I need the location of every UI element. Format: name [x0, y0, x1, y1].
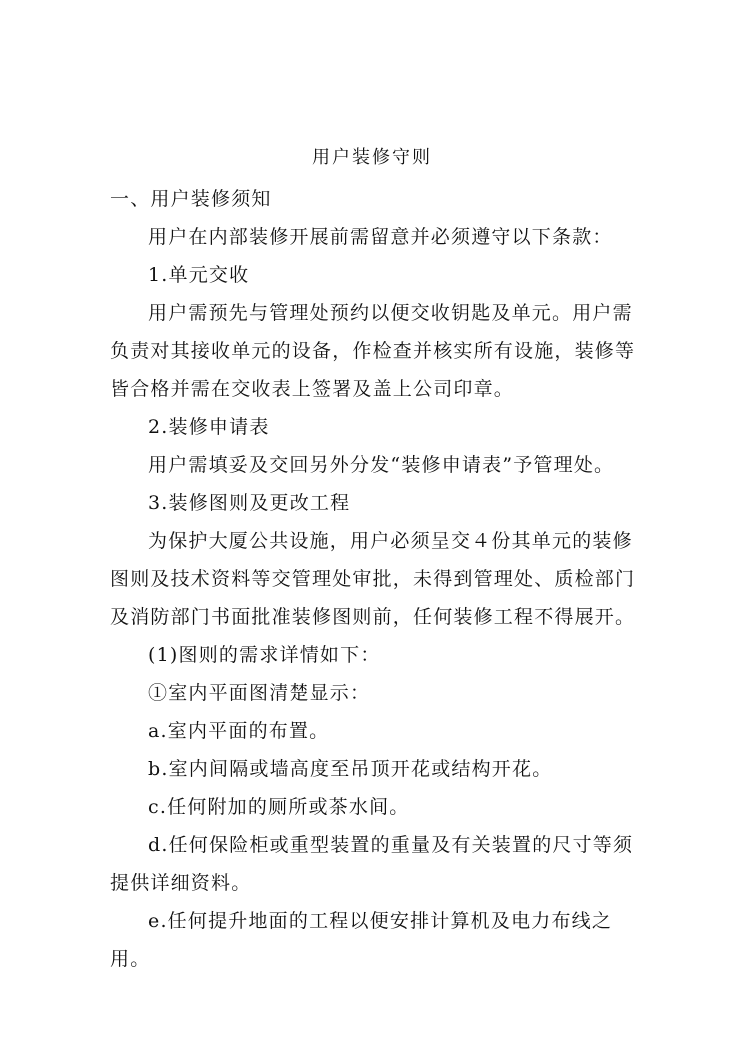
sub1-point1: ①室内平面图清楚显示：: [148, 682, 371, 704]
item3-heading: 3.装修图则及更改工程: [148, 492, 351, 514]
point-c: c.任何附加的厕所或茶水间。: [148, 796, 410, 818]
item1-body: 用户需预先与管理处预约以便交收钥匙及单元。用户需负责对其接收单元的设备，作检查并核实所有设施，装修等皆合格并需在交收表上签署及盖上公司印章。: [110, 302, 636, 400]
item3-body: 为保护大厦公共设施，用户必须呈交４份其单元的装修图则及技术资料等交管理处审批，未得到管理处、质检部门及消防部门书面批准装修图则前，任何装修工程不得展开。: [110, 530, 636, 628]
document-title: 用户装修守则: [312, 147, 432, 168]
intro-paragraph: 用户在内部装修开展前需留意并必须遵守以下条款：: [148, 226, 613, 248]
sub1-heading: (1)图则的需求详情如下：: [148, 644, 381, 666]
item1-heading: 1.单元交收: [148, 264, 250, 286]
point-a: a.室内平面的布置。: [148, 720, 330, 742]
item2-body: 用户需填妥及交回另外分发“装修申请表”予管理处。: [148, 454, 615, 476]
point-b: b.室内间隔或墙高度至吊顶开花或结构开花。: [148, 758, 553, 780]
point-d: d.任何保险柜或重型装置的重量及有关装置的尺寸等须提供详细资料。: [110, 834, 634, 894]
point-e: e.任何提升地面的工程以便安排计算机及电力布线之用。: [110, 910, 613, 970]
section-heading: 一、用户装修须知: [110, 188, 272, 210]
item2-heading: 2.装修申请表: [148, 416, 270, 438]
